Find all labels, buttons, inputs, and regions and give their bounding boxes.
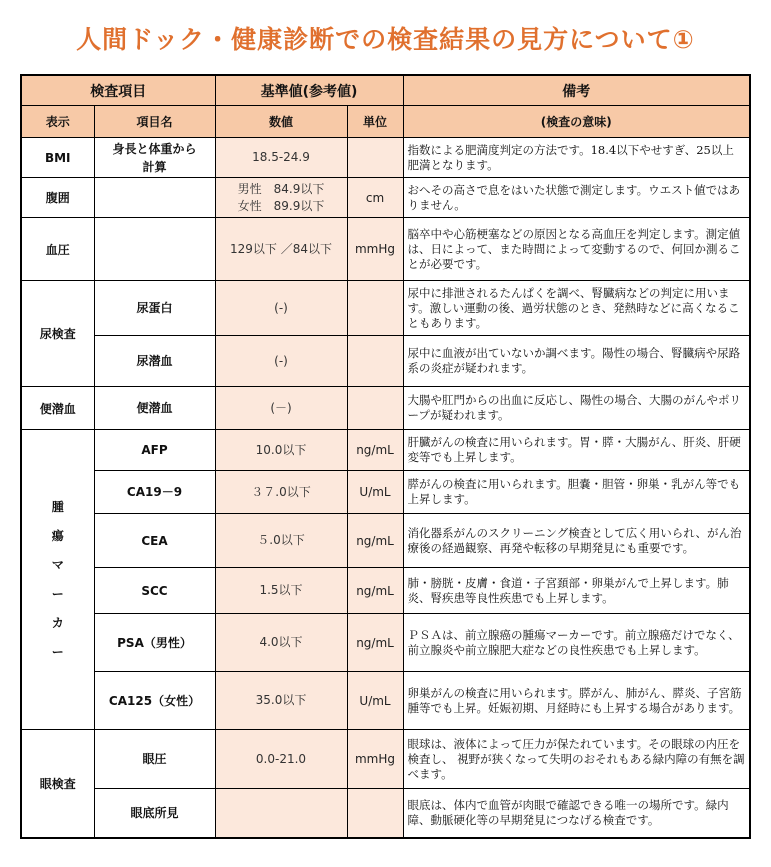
row-name: 眼底所見 — [94, 789, 215, 838]
row-unit: ng/mL — [347, 430, 403, 471]
header-meaning: (検査の意味) — [403, 106, 750, 138]
row-value: 0.0-21.0 — [215, 730, 347, 789]
row-unit: mmHg — [347, 218, 403, 281]
vertical-char: マ — [51, 557, 64, 572]
row-value: (-) — [215, 281, 347, 336]
row-name: AFP — [94, 430, 215, 471]
header-group-note: 備考 — [403, 75, 750, 106]
row-name: CA19－9 — [94, 471, 215, 514]
row-value: ３７.0以下 — [215, 471, 347, 514]
row-value: 129以下 ／84以下 — [215, 218, 347, 281]
row-note: 卵巣がんの検査に用いられます。膵がん、肺がん、膵炎、子宮筋腫等でも上昇。妊娠初期、月経時にも上昇する場合があります。 — [403, 672, 750, 730]
row-unit: ng/mL — [347, 614, 403, 672]
table-row — [21, 218, 750, 281]
row-display: 腹囲 — [21, 178, 94, 218]
page-title: 人間ドック・健康診断での検査結果の見方について① — [76, 25, 695, 54]
table-row — [21, 789, 750, 838]
row-note: 大腸や肛門からの出血に反応し、陽性の場合、大腸のがんやポリープが疑われます。 — [403, 387, 750, 430]
row-value: 35.0以下 — [215, 672, 347, 730]
row-unit: U/mL — [347, 672, 403, 730]
row-name — [94, 218, 215, 281]
row-name: CA125（女性） — [94, 672, 215, 730]
vertical-char: 瘍 — [51, 528, 64, 543]
row-name-line: 身長と体重から — [112, 141, 197, 156]
table-row — [21, 336, 750, 387]
row-value: 4.0以下 — [215, 614, 347, 672]
row-unit: mmHg — [347, 730, 403, 789]
row-value: (-) — [215, 336, 347, 387]
results-table — [20, 74, 751, 839]
row-name: 眼圧 — [94, 730, 215, 789]
table-row — [21, 614, 750, 672]
table-row — [21, 430, 750, 471]
row-unit — [347, 336, 403, 387]
row-value: 18.5-24.9 — [215, 138, 347, 178]
row-value: ５.0以下 — [215, 514, 347, 568]
row-value-female: 女性 89.9以下 — [237, 198, 325, 213]
vertical-char: ー — [51, 644, 64, 659]
row-unit — [347, 789, 403, 838]
row-unit — [347, 138, 403, 178]
row-note: 脳卒中や心筋梗塞などの原因となる高血圧を判定します。測定値は、日によって、また時間によって変動するので、何回か測ることが必要です。 — [403, 218, 750, 281]
row-name: PSA（男性） — [94, 614, 215, 672]
row-name: SCC — [94, 568, 215, 614]
table-row — [21, 514, 750, 568]
row-display: 尿検査 — [21, 281, 94, 387]
table-row — [21, 387, 750, 430]
row-unit: ng/mL — [347, 568, 403, 614]
table-row — [21, 138, 750, 178]
row-display: 血圧 — [21, 218, 94, 281]
row-value: (－) — [215, 387, 347, 430]
row-name: 便潜血 — [94, 387, 215, 430]
row-note: 肝臓がんの検査に用いられます。胃・膵・大腸がん、肝炎、肝硬変等でも上昇します。 — [403, 430, 750, 471]
row-display: BMI — [21, 138, 94, 178]
row-value: 1.5以下 — [215, 568, 347, 614]
row-note: 膵がんの検査に用いられます。胆嚢・胆管・卵巣・乳がん等でも上昇します。 — [403, 471, 750, 514]
row-value-male: 男性 84.9以下 — [237, 181, 325, 196]
vertical-label — [51, 493, 65, 667]
row-display: 眼検査 — [21, 730, 94, 838]
row-name — [94, 138, 215, 178]
vertical-char: カ — [51, 615, 64, 630]
row-unit: U/mL — [347, 471, 403, 514]
row-unit — [347, 281, 403, 336]
table-row — [21, 568, 750, 614]
row-unit: cm — [347, 178, 403, 218]
row-value — [215, 178, 347, 218]
table-row — [21, 471, 750, 514]
table-row — [21, 281, 750, 336]
header-group-item: 検査項目 — [21, 75, 215, 106]
header-display: 表示 — [21, 106, 94, 138]
table-row — [21, 730, 750, 789]
row-value — [215, 789, 347, 838]
row-note: 尿中に血液が出ていないか調べます。陽性の場合、腎臓病や尿路系の炎症が疑われます。 — [403, 336, 750, 387]
header-value: 数値 — [215, 106, 347, 138]
row-note: 消化器系がんのスクリーニング検査として広く用いられ、がん治療後の経過観察、再発や転移の早期発見にも重要です。 — [403, 514, 750, 568]
row-name — [94, 178, 215, 218]
row-unit — [347, 387, 403, 430]
row-note: 指数による肥満度判定の方法です。18.4以下やせすぎ、25以上肥満となります。 — [403, 138, 750, 178]
table-row — [21, 672, 750, 730]
vertical-char: ー — [51, 586, 64, 601]
row-note: ＰＳＡは、前立腺癌の腫瘍マーカーです。前立腺癌だけでなく、前立腺炎や前立腺肥大症などの良性疾患でも上昇します。 — [403, 614, 750, 672]
row-note: 肺・膀胱・皮膚・食道・子宮頚部・卵巣がんで上昇します。肺炎、腎疾患等良性疾患でも上昇します。 — [403, 568, 750, 614]
row-note: 尿中に排泄されるたんぱくを調べ、腎臓病などの判定に用います。激しい運動の後、過労状態のとき、発熱時などに高くなることもあります。 — [403, 281, 750, 336]
row-note: おへその高さで息をはいた状態で測定します。ウエスト値ではありません。 — [403, 178, 750, 218]
row-display-tumor-marker — [21, 430, 94, 730]
header-row-columns — [21, 106, 750, 138]
row-unit: ng/mL — [347, 514, 403, 568]
row-name-line: 計算 — [142, 159, 167, 174]
row-note: 眼底は、体内で血管が肉眼で確認できる唯一の場所です。緑内障、動脈硬化等の早期発見につなげる検査です。 — [403, 789, 750, 838]
row-name: CEA — [94, 514, 215, 568]
header-row-groups — [21, 75, 750, 106]
row-name: 尿潜血 — [94, 336, 215, 387]
header-group-ref: 基準値(参考値) — [215, 75, 403, 106]
row-display: 便潜血 — [21, 387, 94, 430]
header-name: 項目名 — [94, 106, 215, 138]
row-note: 眼球は、液体によって圧力が保たれています。その眼球の内圧を検査し、 視野が狭くなって失明のおそれもある緑内障の有無を調べます。 — [403, 730, 750, 789]
header-unit: 単位 — [347, 106, 403, 138]
row-value: 10.0以下 — [215, 430, 347, 471]
row-name: 尿蛋白 — [94, 281, 215, 336]
vertical-char: 腫 — [51, 499, 64, 514]
table-row — [21, 178, 750, 218]
